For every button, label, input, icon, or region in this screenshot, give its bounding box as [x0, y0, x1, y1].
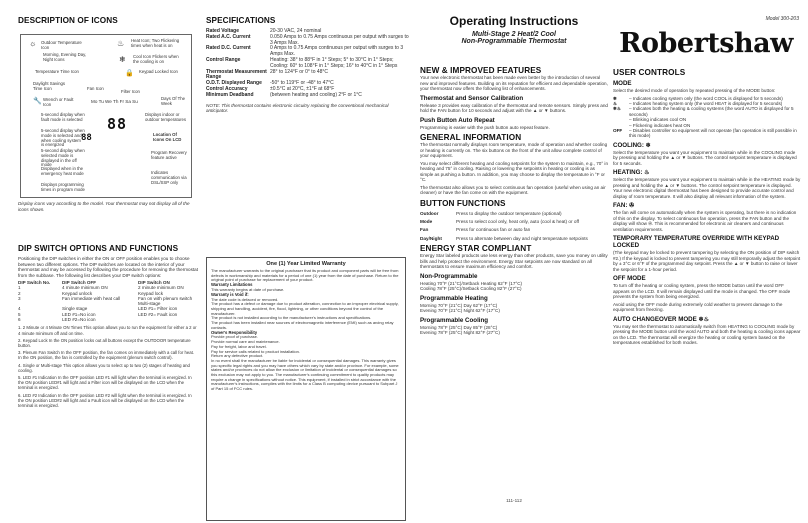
desc-right-0: Displays indoor or outdoor temperatures	[145, 112, 187, 122]
temp-override-text: (The keypad may be locked to prevent tampering by selecting the ON position of DIP switch #2.) If the keypad is locked to prevent tampering you may still temporarily adjust the setpoint by ± 3°C or 6°F of the programmed day setpoint. Press the ▲ or ▼ button to raise or lower the setpoint for a 1-hour period.	[613, 250, 801, 272]
icons-section-title: DESCRIPTION OF ICONS	[18, 16, 118, 25]
general-info-paragraph: The thermostat also allows you to select continuous fan operation (useful when using an air cleaner) or have the fan come on with the equipment.	[420, 184, 606, 195]
dip-note-1: 1. 2 Minute or 4 Minute ON Times This option allows you to run the equipment for either a 2 or 4 minute minimum off and on time.	[18, 325, 197, 336]
spec-value: Heating: 38° to 88°F in 1° Steps; 5° to 30°C in 1° Steps; Cooling: 60° to 108°F in 1° Steps; 16° to 40°C in 1° Steps	[270, 56, 398, 69]
specs-column	[206, 0, 412, 523]
avoid-text: Avoid using the OFF mode during extremely cold weather to prevent damage to the equipment from freezing.	[613, 301, 783, 313]
spec-key: Control Range	[206, 56, 241, 63]
flame-icon: ♨	[117, 39, 125, 48]
button-name: Fan	[420, 227, 429, 233]
general-info-paragraph: The thermostat normally displays room temperature, mode of operation and whether cooling or heating is currently on. The six buttons on the front of the unit allow complete control of your equipment.	[420, 142, 608, 158]
lock-icon-label: Keypad Locked Icon	[139, 69, 178, 74]
prog-heating-head: Programmable Heating	[420, 294, 488, 302]
specs-table	[206, 29, 412, 99]
mode-glyph: OFF	[613, 127, 623, 133]
wrench-icon-label: Wrench or Fault Icon	[43, 97, 74, 107]
heating-head: HEATING: ♨	[613, 169, 650, 177]
button-functions-title: BUTTON FUNCTIONS	[420, 198, 506, 208]
general-info-title: GENERAL INFORMATION	[420, 133, 522, 142]
mode-item	[613, 128, 801, 139]
button-desc: Press for continuous fan or auto fan	[456, 227, 531, 233]
warranty-title: One (1) Year Limited Warranty	[266, 261, 346, 267]
auto-repeat-head: Push Button Auto Repeat	[420, 116, 495, 124]
button-desc: Press to select cool only, heat only, auto (cool & heat) or off	[456, 218, 579, 224]
button-function-outdoor	[420, 211, 608, 216]
dip-on: LED #1= Filter icon	[138, 306, 178, 312]
days-icon-label: Days Of The Week	[161, 96, 186, 106]
spec-key: Control Accuracy	[206, 85, 248, 92]
auto-icon: ❄♨	[613, 106, 621, 112]
desc-right-2: Program Recovery feature active	[151, 150, 187, 160]
new-features-text: Your new electronic thermostat has been made even better by the introduction of several new and improved features. Building on its reputation for efficient and dependable operation, your thermostat now offers the following list of enhancements.	[420, 75, 608, 91]
snowflake-icon: ❄	[119, 55, 126, 64]
dip-off: Fan immediate with heat call	[62, 295, 121, 301]
setpoint-line: Heating 70°F (21°C)/Setback Heating 62°F (17°C)	[420, 280, 523, 286]
warranty-limitations-head: Warranty Limitations	[211, 282, 253, 288]
auto-repeat-text: Programming is easier with the push button auto repeat feature.	[420, 124, 550, 130]
morning-icon-label: Morning, Evening Day, Night Icons	[43, 52, 87, 62]
desc-left-0: 5-second display when fault mode is selected	[41, 112, 85, 122]
mode-desc: – Indicates cooling system only (the word COOL is displayed for 5 seconds)	[629, 95, 783, 101]
dst-icon-label: Daylight Savings Time Icon	[33, 81, 66, 91]
dip-off: LED #1=No icon	[62, 311, 96, 317]
operating-title: Operating Instructions	[449, 14, 579, 28]
temp-icon-label: Temperature Time Icon	[35, 69, 79, 74]
dip-off: Single stage	[62, 306, 88, 312]
heating-text: Select the temperature you want your equipment to maintain while in the HEATING mode by pressing and holding the ▲ or ▼ buttons. The control setpoint temperature is displayed. Your new electronic digital thermostat has been designed to provide accurate control and display of room temperature. It will also display all relevant information of the system.	[613, 177, 801, 199]
auto-changeover-head: AUTO CHANGEOVER MODE ❄♨	[613, 315, 710, 323]
energy-star-title: ENERGY STAR COMPLIANT	[420, 244, 532, 254]
button-desc: Press to alternate between day and night temperature setpoints	[456, 235, 588, 241]
general-info-paragraph: You may select different heating and cooling setpoints for the system to maintain, e.g., 70° in heating and 75° in cooling. Raising or lowering the setpoints in heating or cooling is as simple as pushing a button. In addition, you may choose to display the temperature in °F or °C.	[420, 160, 608, 182]
dip-on: 2 minute minimum ON	[138, 285, 184, 291]
dip-note-3: 3. Plenum Fan Switch In the OFF position, the fan comes on immediately with a call for heat. In the ON position, the fan is controlled by the equipment (plenum switch control).	[18, 350, 195, 361]
setpoint-line: Cooling 78°F (25°C)/Setback Cooling 82°F (27°C)	[420, 286, 522, 292]
spec-value: 20-30 VAC, 24 nominal	[270, 28, 322, 34]
warranty-limitations: This warranty begins at date of purchase.	[211, 287, 285, 293]
dip-table	[18, 280, 198, 322]
setpoint-line: Morning 78°F (25°C) Day 85°F (28°C)	[420, 324, 498, 330]
dip-on: Fan on with plenum switch	[138, 295, 193, 301]
spec-key: O.D.T. Displayed Range	[206, 80, 262, 87]
mode-desc: – Indicates both the heating & cooling systems (the word AUTO is displayed for 5 seconds)	[629, 106, 794, 117]
desc-left-4: Displays programming times in program mode	[41, 182, 85, 192]
lcd-small-digits: 88	[81, 133, 92, 143]
desc-right-1: Location Of Icons On LCD	[153, 132, 182, 142]
dip-on: Multi-stage	[138, 301, 161, 307]
warranty-owner-item: Return any defective product.	[211, 353, 264, 359]
spec-value: 0 Amps to 0.75 Amps continuous per output with surges to 3 Amps Max.	[270, 45, 404, 58]
warranty-void-head: Warranty is Void if:	[211, 291, 249, 297]
setpoint-line: Morning 70°F (21°C) Day 62°F (17°C)	[420, 302, 498, 308]
specs-note: NOTE: This thermostat contains electronic circuitry replacing the conventional mechanical anticipator.	[206, 102, 389, 114]
warranty-owner-item: Pay for freight, labor and travel.	[211, 343, 267, 349]
dip-note-5: 5. LED #1 Indication In the OFF position LED #1 will light when the terminal is energized. In the ON position LED#1 will light and a Filter icon will be displayed on the LCD when the terminal is energized.	[18, 375, 192, 391]
mode-intro: Select the desired mode of operation by repeated pressing of the MODE button:	[613, 88, 776, 93]
prog-cooling-head: Programmable Cooling	[420, 316, 489, 324]
dip-no: 1	[18, 285, 21, 291]
icons-dip-column	[18, 0, 198, 523]
button-function-fan	[420, 227, 608, 232]
page-number: 111-112	[506, 498, 522, 503]
warranty-owner-item: Provide normal care and maintenance.	[211, 339, 280, 345]
operating-subtitle-2: Non-Programmable Thermostat	[461, 38, 567, 45]
spec-value: 0.050 Amps to 0.75 Amps continuous per output with surges to 3 Amps Max.	[270, 33, 409, 46]
dip-on: LED #2= Fault icon	[138, 311, 178, 317]
dip-note-4: 4. Single or Multi-stage This option allows you to select up to two (2) stages of heating and cooling.	[18, 362, 190, 373]
desc-right-3: Indicates communication via DSL/SSP only	[151, 170, 187, 185]
cool-icon-label: Cool Icon Flickers when the cooling is on	[133, 54, 179, 64]
mode-desc: – Indicates heating system only (the word HEAT is displayed for 5 seconds)	[629, 100, 783, 106]
setpoint-line: Evening 78°F (25°C) Night 82°F (27°C)	[420, 330, 500, 336]
setpoint-line: Evening 70°F (21°C) Night 62°F (17°C)	[420, 308, 500, 314]
mode-desc: – Disables controller so equipment will not operate (fan operation is still possible in this mode)	[629, 127, 797, 139]
cooling-head: COOLING: ❄	[613, 141, 651, 149]
fan-text: The fan will come on automatically when the system is operating, but there is no indication of this on the display. To select continuous fan operation, press the FAN button and the display will show ✇. This is recommended for electronic air cleaners and continuous ventilation requirements.	[613, 210, 797, 232]
desc-left-1: 5-second display when mode is selected and when cooling system is energized	[41, 128, 85, 148]
spec-value: -50° to 119°F or -48° to 47°C	[270, 80, 334, 87]
warranty-box	[206, 257, 406, 521]
dip-no: 2	[18, 290, 21, 296]
warranty-void-item: The product is not installed according to the manufacturer's instructions and specifications.	[211, 315, 372, 321]
sensor-calibration-head: Thermostat and Sensor Calibration	[420, 94, 524, 102]
flame-icon: ♨	[613, 100, 618, 106]
dip-no: 4	[18, 306, 21, 312]
lcd-big-digits: 88	[107, 115, 128, 133]
fan-head: FAN: ✇	[613, 202, 635, 210]
mode-item	[613, 106, 801, 117]
desc-left-3: Displayed when in the emergency heat mode	[41, 166, 84, 176]
dip-title: DIP SWITCH OPTIONS AND FUNCTIONS	[18, 244, 179, 253]
new-features-title: NEW & IMPROVED FEATURES	[420, 66, 542, 75]
off-mode-text: To turn off the heating or cooling system, press the MODE button until the word OFF appears on the LCD. It will remain displayed until the mode is changed. The OFF mode prevents the system from being energized.	[613, 283, 791, 300]
spec-key: Rated A.C. Current	[206, 33, 251, 40]
weekdays-label: Mo Tu We Th Fr Sa Su	[91, 99, 138, 104]
dip-head-on: DIP Switch ON	[138, 280, 170, 285]
dip-head-no: DIP Switch No.	[18, 280, 51, 285]
dip-off: Keypad unlock	[62, 290, 93, 296]
button-name: Mode	[420, 218, 433, 224]
operating-column	[420, 0, 608, 523]
operating-subtitle-1: Multi-Stage 2 Heat/2 Cool	[471, 31, 556, 38]
auto-changeover-text: You may set the thermostat to automatically switch from HEATING to COOLING mode by pressing the MODE button until the word AUTO and both the heating & cooling icons appear on the LCD. The thermostat will energize the heating or cooling system based on the temperatures established for both modes.	[613, 323, 801, 346]
dip-off: LED #2=No icon	[62, 317, 96, 323]
spec-key: Minimum Deadband	[206, 91, 254, 98]
warranty-void-item: The product has a defect or damage due to product alteration, connection to an improper electrical supply, shipping and handling, accident, fire, flood, lightning, or other conditions beyond the control of the manufacturer.	[211, 301, 399, 316]
spec-key: Rated D.C. Current	[206, 45, 251, 52]
warranty-legal: In no event shall the manufacturer be liable for incidental or consequential damages. This warranty gives you specific legal rights and you may have others which vary by state and/or province. For example, some states and/or provinces do not allow the exclusion or limitation of incidental or consequential damages so this exclusion may not apply to you. The manufacturer's continuing commitment to quality products may require a change in specifications without notice. This equipment, if installed in strict accordance with the manufacturer's instructions, complies with the limits for a Class B computing device pursuant to Subpart J of Part 15 of FCC rules.	[211, 357, 399, 392]
warranty-void-item: The date code is defaced or removed.	[211, 296, 279, 302]
dip-no: 6	[18, 317, 21, 323]
spec-value: ±0.5°C at 20°C, ±1°F at 68°F	[270, 85, 335, 92]
sensor-calibration-text: Release 3 provides easy calibration of the thermostat and remote sensors. Simply press and hold the FAN button for 10 seconds and adjust with the ▲ or ▼ buttons.	[420, 102, 608, 113]
snowflake-icon: ❄	[613, 95, 617, 101]
model-number: Model 300-203	[765, 16, 799, 22]
outdoor-icon-label: Outdoor Temperature Icon	[41, 40, 82, 50]
user-controls-column	[613, 0, 803, 523]
mode-desc: – Blinking indicates cool ON	[629, 117, 687, 123]
heat-icon-label: Heat Icon; Two Flickering times when heat is on	[131, 38, 180, 48]
fan-icon-label: Fan Icon	[87, 86, 104, 91]
off-mode-head: OFF MODE	[613, 275, 646, 283]
warranty-owner-head: Owner's Responsibility	[211, 329, 258, 335]
dip-off: 4 minute minimum ON	[62, 285, 108, 291]
button-name: Day/Night	[420, 235, 442, 241]
warranty-void-item: The product has been installed near sources of electromagnetic interference (EMI) such as arcing relay contacts.	[211, 320, 394, 330]
sun-icon: ☼	[29, 39, 37, 48]
warranty-intro: The manufacturer warrants to the original purchaser that its product and component parts will be free from defects in workmanship and materials for a period of one (1) year from the date of purchase. Return to the original point of purchase for replacement of your product.	[211, 268, 399, 283]
spec-value: 28° to 124°F or 0° to 48°C	[270, 68, 329, 75]
button-function-daynight	[420, 236, 608, 241]
mode-head: MODE	[613, 80, 632, 87]
mode-desc: – Flickering indicates heat ON	[629, 122, 691, 128]
dip-note-2: 2. Keypad Lock In the ON position locks out all buttons except the OUTDOOR temperature button.	[18, 337, 191, 348]
wrench-icon: 🔧	[33, 98, 42, 105]
button-desc: Press to display the outdoor temperature (optional)	[456, 210, 562, 216]
energy-star-text: Energy Star labeled products use less energy than other products, save you money on utility bills and help protect the environment. Energy Star setpoints are now standard on all thermostats to ensure maximum efficiency and comfort.	[420, 253, 608, 270]
filter-icon-label: Filter Icon	[121, 89, 140, 94]
lock-icon: 🔒	[125, 70, 134, 77]
button-name: Outdoor	[420, 210, 439, 216]
icon-diagram	[20, 34, 192, 198]
temp-override-head: TEMPORARY TEMPERATURE OVERRIDE WITH KEYPAD LOCKED	[613, 235, 780, 250]
warranty-owner-item: Provide proof of purchase.	[211, 334, 258, 340]
desc-left-2: 5-second display when selected mode is displayed in the off mode	[41, 148, 85, 168]
dip-intro: Positioning the DIP switches in either the ON or OFF position enables you to choose between two different options. The DIP switches are located on the interior of your thermostat and may be accessed by following the procedure for removing the thermostat from the subbase. The following list describes your DIP switch options:	[18, 256, 198, 278]
spec-key: Thermostat Measurement Range	[206, 68, 267, 81]
non-programmable-head: Non-Programmable	[420, 272, 478, 280]
dip-note-6: 6. LED #2 Indication In the OFF position LED #2 will light when the terminal is energized. In the ON position LED#2 will light and a Fault icon will be displayed on the LCD when the terminal is energized.	[18, 392, 192, 409]
brand-logo: Robertshaw	[619, 28, 793, 59]
warranty-owner-item: Pay for service calls related to product installation.	[211, 348, 300, 354]
spec-key: Rated Voltage	[206, 28, 239, 34]
button-function-mode	[420, 219, 608, 224]
icons-caption: Display icons vary according to the model. Your thermostat may not display all of the icons shown.	[18, 201, 190, 212]
dip-no: 3	[18, 295, 21, 301]
user-controls-title: USER CONTROLS	[613, 68, 686, 77]
specs-title: SPECIFICATIONS	[206, 16, 276, 25]
dip-head-off: DIP Switch OFF	[62, 280, 97, 285]
cooling-text: Select the temperature you want your equipment to maintain while in the COOLING mode by pressing and holding the ▲ or ▼ buttons. The control setpoint temperature is displayed for 5 seconds.	[613, 149, 797, 166]
dip-on: Keypad lock	[138, 290, 164, 296]
spec-value: (between heating and cooling) 2°F or 1°C	[270, 91, 362, 98]
dip-no: 5	[18, 311, 21, 317]
